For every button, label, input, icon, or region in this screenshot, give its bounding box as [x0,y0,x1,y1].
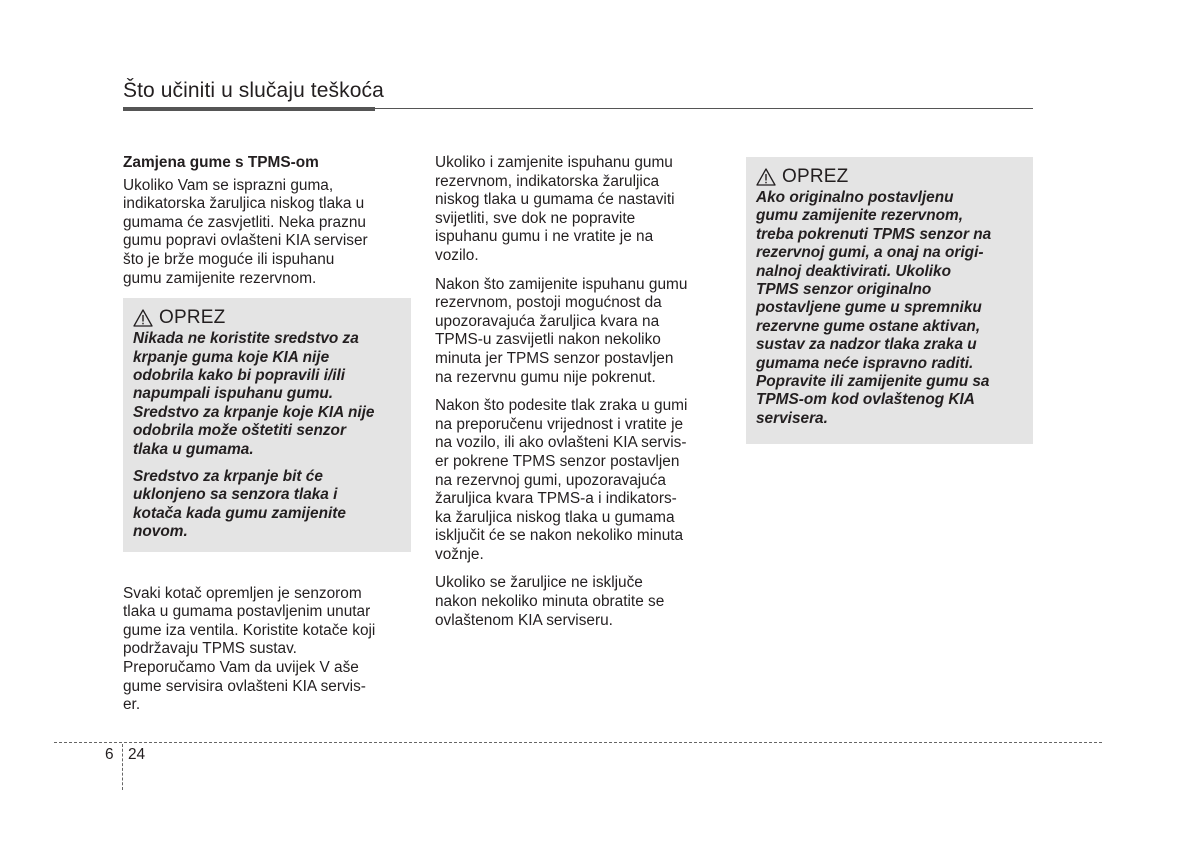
text-line: Ukoliko Vam se ispraznі guma, [123,176,334,194]
header-rule-accent [123,107,375,111]
text-line: er. [123,696,141,714]
text-line: isključit će se nakon nekoliko minuta [435,527,684,545]
text-line: Nakon što podesite tlak zraka u gumi [435,397,688,415]
text-line: vozilo. [435,246,479,264]
text-line: gumu popravi ovlašteni KIA serviser [123,232,368,250]
text-line: krpanje guma koje KIA nije [133,348,330,366]
text-line: svijetliti, sve dok ne popravite [435,209,636,227]
warning-triangle-icon [756,168,776,186]
text-line: gumu zamijenite rezervnom. [123,269,317,287]
text-line: Ako originalno postavljenu [756,189,954,206]
text-line: Sredstvo za krpanje koje KIA nije [133,403,375,421]
caution-header [756,166,1023,188]
column-left [123,154,411,725]
caution-paragraph [756,189,1023,428]
text-line: niskog tlaka u gumama će nastaviti [435,191,675,209]
text-line: TPMS-om kod ovlaštenog KIA [756,391,975,409]
text-line: vožnje. [435,545,484,563]
caution-paragraph [133,330,401,459]
text-line: rezervnoj gumi, a onaj na origi- [756,244,984,262]
text-line: nalnoj deaktivirati. Ukoliko [756,262,951,280]
text-line: na rezervnoj gumi, upozoravajuća [435,471,666,489]
text-line: žaruljica kvara TPMS-a i indikators- [435,490,677,508]
text-line: rezervnom, postoji mogućnost da [435,294,662,312]
text-line: Nakon što zamijenite ispuhanu gumu [435,275,688,293]
text-line: upozoravajuća žaruljica kvara na [435,312,660,330]
caution-header [133,307,401,329]
warning-triangle-icon [133,309,153,327]
text-line: ispuhanu gumu i ne vratite je na [435,228,654,246]
text-line: što je brže moguće ili ispuhanu [123,250,335,268]
text-line: rezervnom, indikatorska žaruljica [435,172,660,190]
caution-box [123,298,411,551]
column-middle [435,154,723,640]
text-line: Preporučamo Vam da uvijek V aše [123,659,359,676]
text-line: napumpali ispuhanu gumu. [133,385,334,403]
text-line: treba pokrenuti TPMS senzor na [756,225,992,243]
intro-paragraph [123,177,411,289]
header-rule [123,104,1033,111]
text-line: novom. [133,523,188,541]
caution-label: OPREZ [159,307,226,329]
text-line: ovlaštenom KIA serviseru. [435,611,613,629]
text-line: tlaka u gumama postavljenim unutar [123,603,371,621]
text-line: gume iza ventila. Koristite kotače koji [123,621,376,639]
text-line: TPMS-u zasvijetli nakon nekoliko [435,331,661,349]
outro-paragraph [123,585,411,715]
text-line: TPMS senzor originalno [756,281,932,299]
text-line: Svaki kotač opremljen je senzorom [123,584,362,602]
text-line: gume servisira ovlašteni KIA servis- [123,677,366,695]
text-line: nakon nekoliko minuta obratite se [435,593,665,611]
text-line: gumama će zasvjetliti. Neka praznu [123,213,366,231]
text-line: podržavaju TPMS sustav. [123,640,297,658]
page-number: 24 [128,746,146,763]
text-line: sustav za nadzor tlaka zraka u [756,336,977,354]
text-line: Ukoliko se žaruljice ne isključe [435,574,643,592]
text-line: tlaka u gumama. [133,440,254,458]
body-paragraph [435,397,723,564]
page-header [123,78,1033,104]
text-line: ka žaruljica niskog tlaka u gumama [435,508,675,526]
text-line: Popravite ili zamijenite gumu sa [756,373,990,391]
text-line: postavljene gume u spremniku [756,299,982,317]
caution-box [746,157,1033,444]
text-line: uklonjeno sa senzora tlaka i [133,486,338,504]
text-line: minuta jer TPMS senzor postavljen [435,349,674,367]
chapter-number: 6 [105,746,114,763]
column-right [746,157,1033,444]
text-line: na preporučenu vrijednost i vratite je [435,415,684,433]
text-line: er pokrene TPMS senzor postavljen [435,452,680,470]
text-line: odobrila kako bi popravili i/ili [133,366,346,384]
caution-paragraph [133,468,401,542]
body-paragraph [435,154,723,266]
page-title: Što učiniti u slučaju teškoća [123,79,384,102]
text-line: na rezervnu gumu nije pokrenut. [435,368,656,386]
text-line: servisera. [756,409,828,427]
section-heading: Zamjena gume s TPMS-om [123,154,319,171]
text-line: gumu zamijenite rezervnom, [756,207,963,225]
text-line: indikatorska žaruljica niskog tlaka u [123,195,365,213]
footer-divider [122,744,123,790]
text-line: gumama neće ispravno raditi. [756,354,974,372]
caution-label: OPREZ [782,166,849,187]
footer-rule [54,742,1102,743]
body-paragraph [435,574,723,630]
text-line: odobrila može oštetiti senzor [133,422,346,440]
text-line: Ukoliko i zamjenite ispuhanu gumu [435,154,673,171]
body-paragraph [435,276,723,388]
text-line: kotača kada gumu zamijenite [133,504,346,522]
text-line: Sredstvo za krpanje bit će [133,468,323,485]
text-line: na vozilo, ili ako ovlašteni KIA servis- [435,434,687,452]
text-line: Nikada ne koristite sredstvo za [133,330,359,348]
text-line: rezervne gume ostane aktivan, [756,317,981,335]
